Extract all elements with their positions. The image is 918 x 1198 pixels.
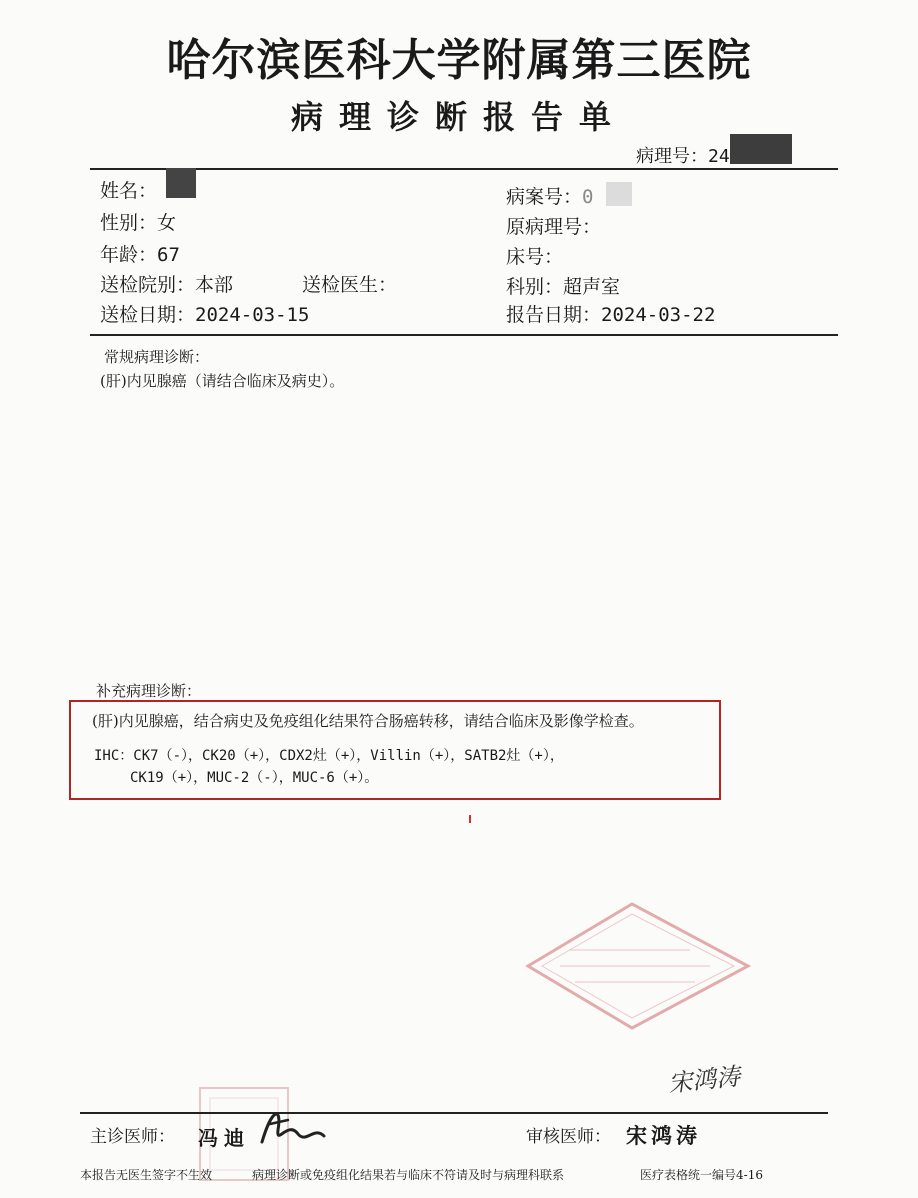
stray-mark — [469, 815, 471, 823]
date-row — [100, 300, 309, 327]
name-label: 姓名： — [100, 180, 158, 202]
section-label: 科别： — [506, 276, 564, 298]
dept-value: 本部 — [195, 274, 234, 296]
dept-row — [100, 270, 233, 297]
bed-label: 床号： — [506, 246, 564, 268]
age-row — [100, 240, 180, 267]
supplement-heading: 补充病理诊断： — [96, 682, 202, 700]
footer-right: 医疗表格统一编号4-16 — [640, 1168, 763, 1182]
age-value: 67 — [157, 244, 180, 266]
supplement-text: (肝)内见腺癌，结合病史及免疫组化结果符合肠癌转移，请结合临床及影像学检查。 — [92, 712, 644, 730]
date-value: 2024-03-15 — [195, 304, 310, 326]
report-date-value: 2024-03-22 — [601, 304, 716, 326]
name-row — [100, 176, 157, 203]
record-value: 0 — [582, 186, 594, 208]
section-row — [506, 272, 620, 299]
ihc-line-1: IHC：CK7（-），CK20（+），CDX2灶（+），Villin（+），SATB2灶（+）， — [94, 748, 564, 764]
footer-left: 本报告无医生签字不生效 — [80, 1168, 213, 1182]
pathology-number — [636, 142, 730, 168]
sex-value: 女 — [157, 212, 177, 234]
hospital-name: 哈尔滨医科大学附属第三医院 — [166, 35, 752, 86]
reviewer-name: 宋鸿涛 — [626, 1123, 701, 1148]
pathology-number-label: 病理号： — [636, 146, 708, 167]
doctor-row — [302, 270, 397, 297]
age-label: 年龄： — [100, 244, 158, 266]
info-rule — [90, 334, 838, 336]
footer-middle: 病理诊断或免疫组化结果若与临床不符请及时与病理科联系 — [252, 1168, 565, 1182]
attending-handwritten-signature — [252, 1100, 332, 1156]
ihc-line-2: CK19（+），MUC-2（-），MUC-6（+）。 — [130, 770, 379, 786]
redaction-record — [606, 182, 632, 206]
orig-no-label: 原病理号： — [506, 216, 602, 238]
attending-name: 冯迪 — [198, 1126, 250, 1150]
sex-label: 性别： — [100, 212, 158, 234]
hospital-stamp — [520, 900, 756, 1032]
report-title: 病理诊断报告单 — [290, 98, 627, 136]
pathology-number-value: 24 — [708, 146, 730, 167]
bed-row — [506, 242, 563, 269]
signature-rule — [80, 1112, 828, 1114]
reviewer-handwritten-signature: 宋鸿涛 — [666, 1062, 742, 1098]
section-value: 超声室 — [563, 276, 621, 298]
report-date-row — [506, 300, 715, 327]
header-rule — [90, 168, 838, 170]
doctor-label: 送检医生： — [302, 274, 398, 296]
sex-row — [100, 208, 176, 235]
redaction-name — [166, 168, 196, 198]
date-label: 送检日期： — [100, 304, 196, 326]
report-date-label: 报告日期： — [506, 304, 602, 326]
reviewer-label: 审核医师： — [526, 1127, 611, 1147]
redaction-pathology-number — [730, 134, 792, 164]
dept-label: 送检院别： — [100, 274, 196, 296]
record-label: 病案号： — [506, 186, 583, 208]
record-row — [506, 182, 593, 209]
routine-heading: 常规病理诊断： — [104, 348, 210, 366]
routine-text: (肝)内见腺癌（请结合临床及病史）。 — [100, 372, 345, 390]
attending-label: 主诊医师： — [90, 1127, 175, 1147]
orig-no-row — [506, 212, 601, 239]
